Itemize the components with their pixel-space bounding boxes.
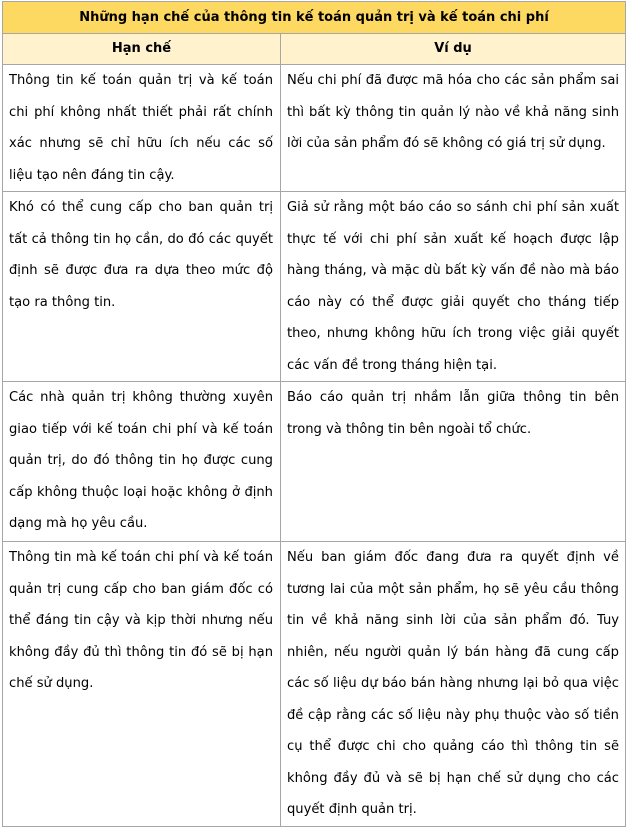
example-cell: Báo cáo quản trị nhầm lẫn giữa thông tin bên trong và thông tin bên ngoài tổ chức. [281,382,626,542]
table-title: Những hạn chế của thông tin kế toán quản trị và kế toán chi phí [3,2,626,34]
limitation-cell: Khó có thể cung cấp cho ban quản trị tất cả thông tin họ cần, do đó các quyết định sẽ được đưa ra dựa theo mức độ tạo ra thông tin. [3,192,281,382]
column-header-example: Ví dụ [281,34,626,65]
limitation-cell: Thông tin mà kế toán chi phí và kế toán quản trị cung cấp cho ban giám đốc có thể đáng tin cậy và kịp thời nhưng nếu không đầy đủ thì thông tin đó sẽ bị hạn chế sử dụng. [3,542,281,827]
example-cell: Giả sử rằng một báo cáo so sánh chi phí sản xuất thực tế với chi phí sản xuất kế hoạch được lập hàng tháng, và mặc dù bất kỳ vấn đề nào mà báo cáo này có thể được giải quyết cho tháng tiếp theo, nhưng không hữu ích trong việc giải quyết các vấn đề trong tháng hiện tại. [281,192,626,382]
column-header-limitation: Hạn chế [3,34,281,65]
table-row [3,542,626,827]
example-cell: Nếu chi phí đã được mã hóa cho các sản phẩm sai thì bất kỳ thông tin quản lý nào về khả năng sinh lời của sản phẩm đó sẽ không có giá trị sử dụng. [281,65,626,192]
limitation-cell: Các nhà quản trị không thường xuyên giao tiếp với kế toán chi phí và kế toán quản trị, do đó thông tin họ được cung cấp không thuộc loại hoặc không ở định dạng mà họ yêu cầu. [3,382,281,542]
example-cell: Nếu ban giám đốc đang đưa ra quyết định về tương lai của một sản phẩm, họ sẽ yêu cầu thông tin về khả năng sinh lời của sản phẩm đó. Tuy nhiên, nếu người quản lý bán hàng đã cung cấp các số liệu dự báo bán hàng nhưng lại bỏ qua việc đề cập rằng các số liệu này phụ thuộc vào số tiền cụ thể được chi cho quảng cáo thì thông tin sẽ không đầy đủ và sẽ bị hạn chế sử dụng cho các quyết định quản trị. [281,542,626,827]
limitation-cell: Thông tin kế toán quản trị và kế toán chi phí không nhất thiết phải rất chính xác nhưng sẽ chỉ hữu ích nếu các số liệu tạo nên đáng tin cậy. [3,65,281,192]
limitations-table [2,1,626,827]
table-row [3,65,626,192]
table-row [3,382,626,542]
table-row [3,192,626,382]
table-title-row [3,2,626,34]
table-header-row [3,34,626,65]
